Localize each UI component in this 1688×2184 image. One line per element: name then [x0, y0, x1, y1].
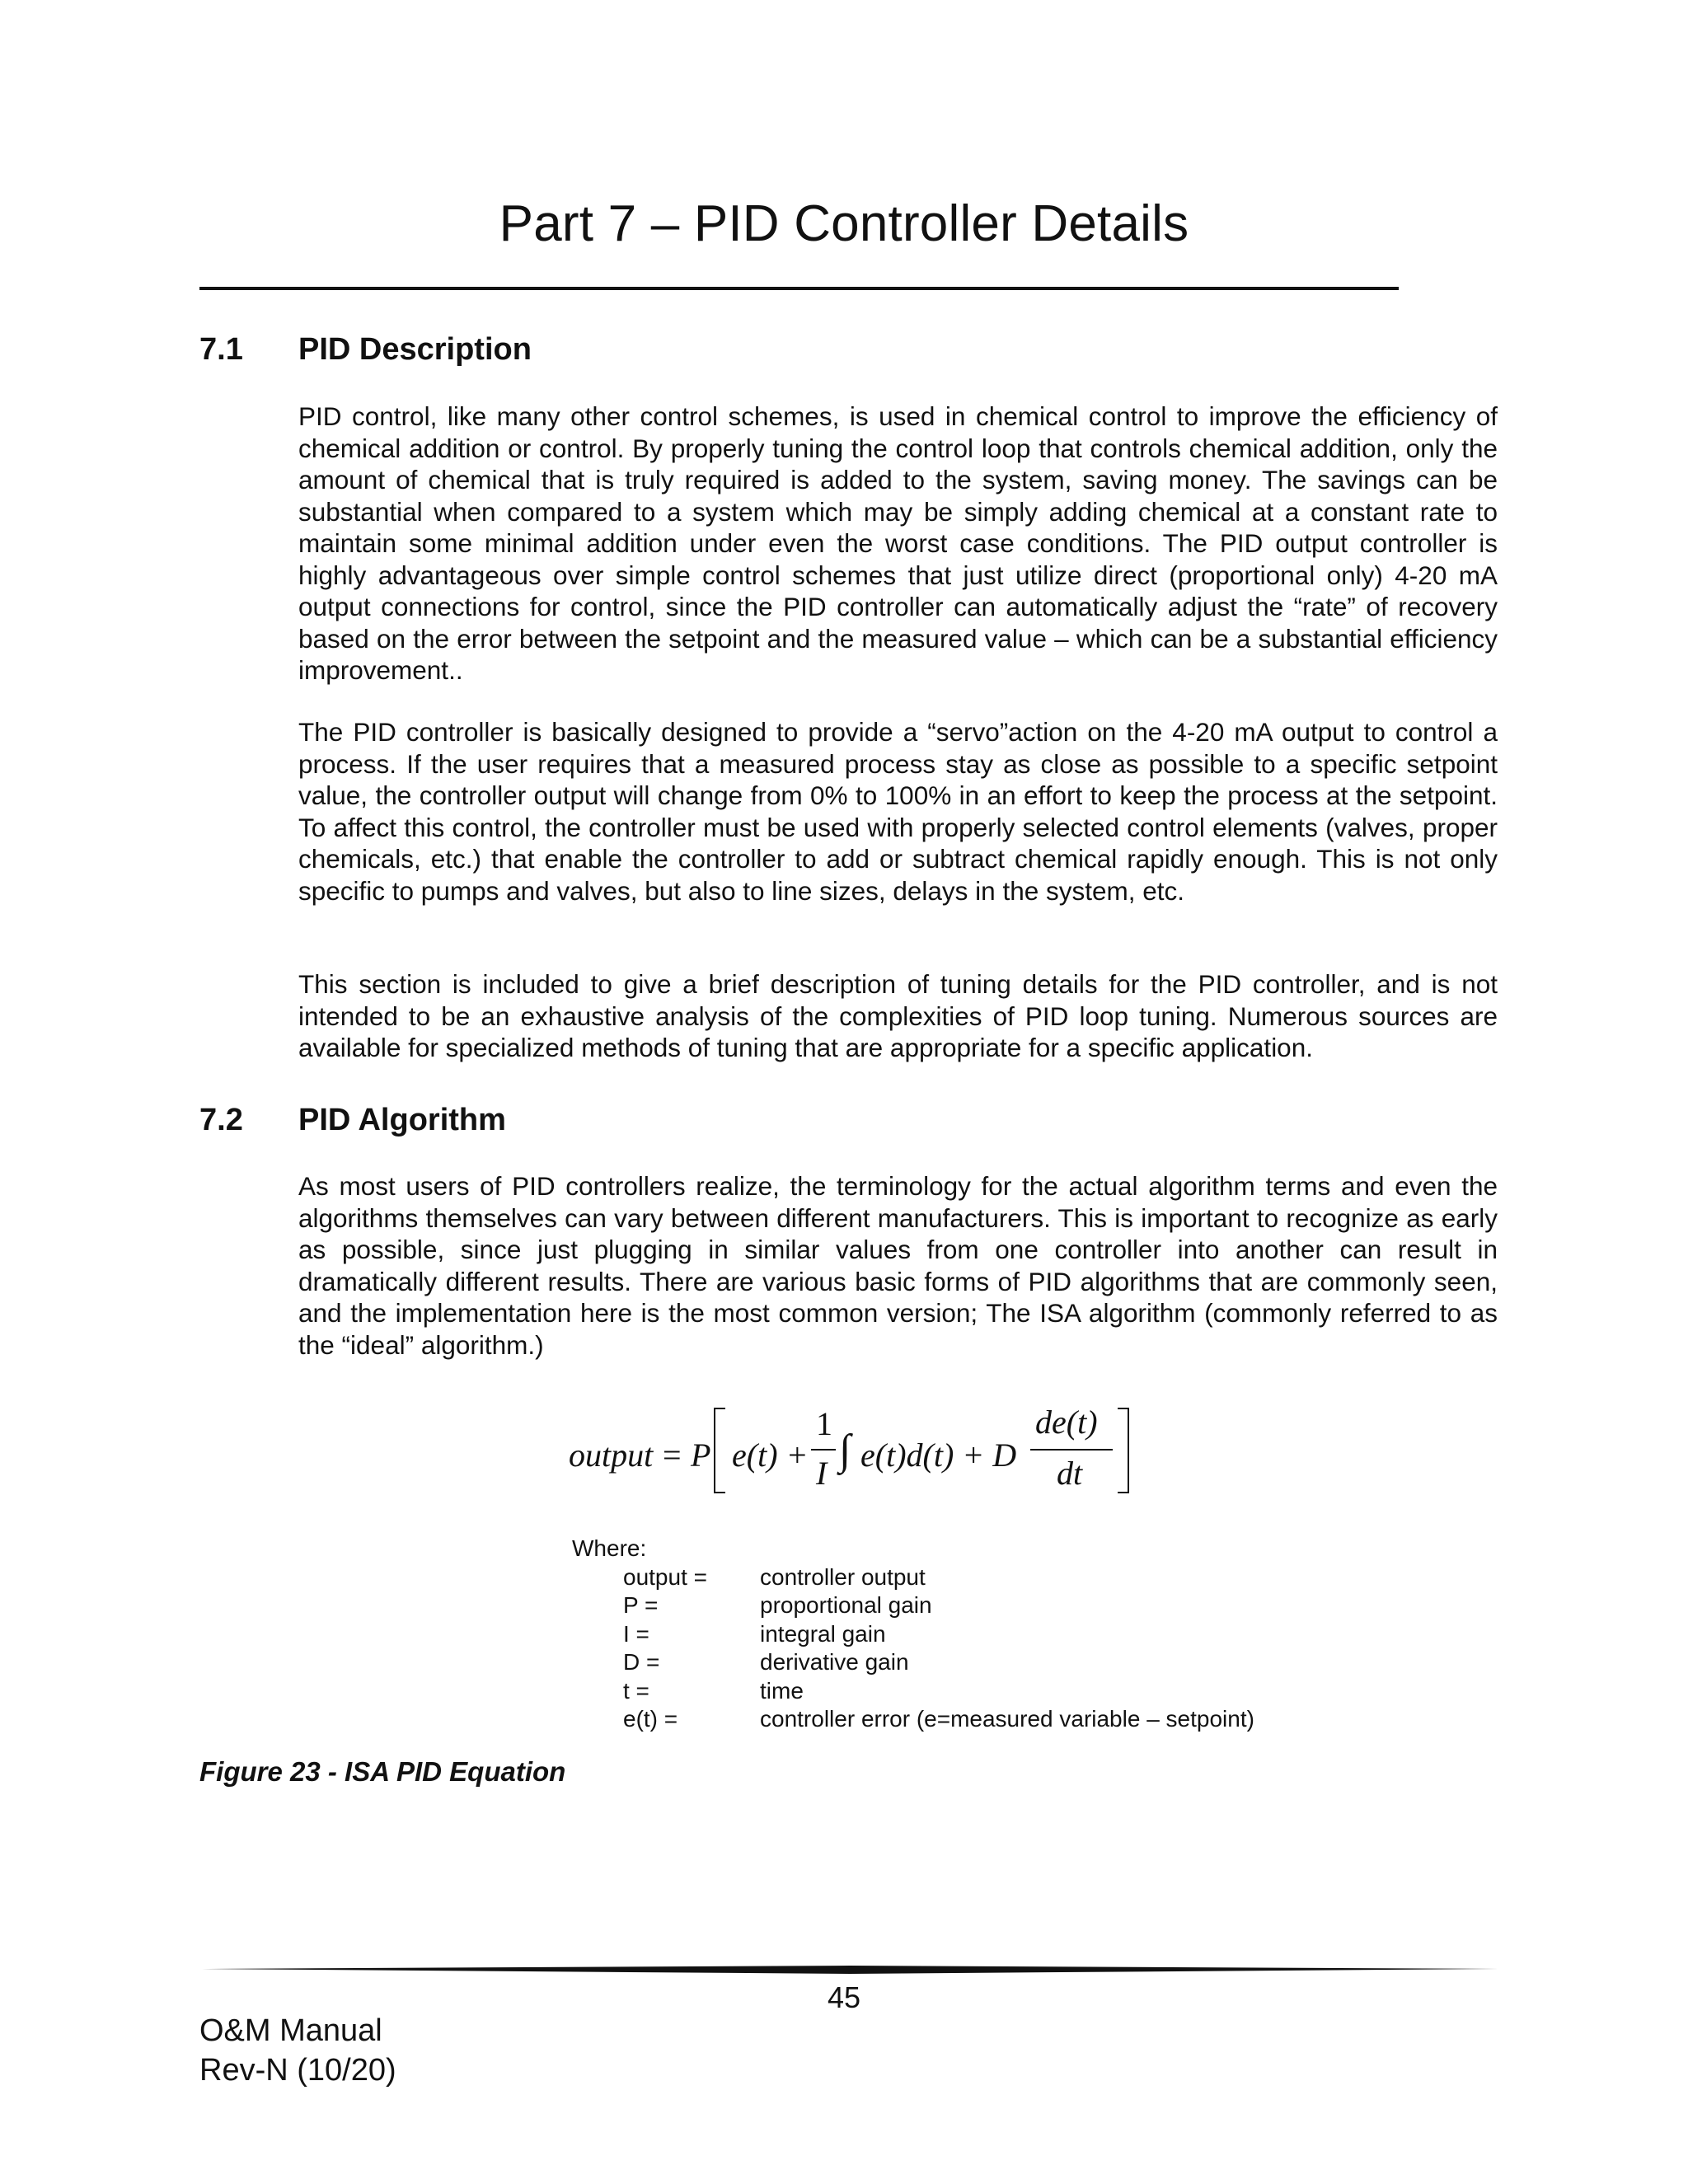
variable-symbol: e(t) = [623, 1706, 678, 1732]
formula-integral-sign: ∫ [839, 1427, 851, 1474]
section-heading-pid-description: PID Description [298, 332, 532, 367]
figure-caption: Figure 23 - ISA PID Equation [199, 1756, 566, 1787]
formula-equals: = [663, 1436, 682, 1474]
formula-frac2-denominator: dt [1057, 1455, 1083, 1492]
where-label: Where: [572, 1535, 647, 1561]
formula-frac2-numerator: de(t) [1035, 1404, 1098, 1441]
paragraph-pid-description-2: The PID controller is basically designed to provide a “servo”action on the 4-20 mA output to control a process. If the user requires that a measured process stay as close as possible to a specific setpoint value, the controller output will change from 0% to 100% in an effort to keep the process at the setpoint. To affect this control, the controller must be used with properly selected control elements (valves, proper chemicals, etc.) that enable the controller to add or subtract chemical rapidly enough. This is not only specific to pumps and valves, but also to line sizes, delays in the system, etc. [298, 717, 1498, 906]
footer-divider [202, 1966, 1498, 1974]
variable-symbol: P = [623, 1592, 659, 1618]
formula-term-integral: e(t)d(t) + D [860, 1436, 1017, 1474]
formula-frac1-numerator: 1 [816, 1405, 832, 1442]
formula-left-bracket [714, 1408, 725, 1493]
isa-pid-equation [569, 1401, 1146, 1508]
formula-term-error: e(t) + [732, 1436, 809, 1474]
section-heading-pid-algorithm: PID Algorithm [298, 1103, 506, 1137]
variable-definition: proportional gain [760, 1592, 932, 1618]
page-title: Part 7 – PID Controller Details [499, 195, 1189, 252]
variable-definition: integral gain [760, 1621, 886, 1647]
formula-frac1-denominator: I [816, 1455, 828, 1492]
variable-definition: derivative gain [760, 1649, 909, 1675]
section-number-7-1: 7.1 [199, 332, 243, 367]
footer-revision: Rev-N (10/20) [199, 2053, 396, 2088]
variable-symbol: t = [623, 1678, 649, 1704]
variable-definition: controller output [760, 1564, 926, 1590]
paragraph-pid-description-1: PID control, like many other control schemes, is used in chemical control to improve the efficiency of chemical addition or control. By properly tuning the control loop that controls chemical addition, only the amount of chemical that is truly required is added to the system, saving money. The savings can be substantial when compared to a system which may be simply adding chemical at a constant rate to maintain some minimal addition under even the worst case conditions. The PID output controller is highly advantageous over simple control schemes that just utilize direct (proportional only) 4-20 mA output connections for control, since the PID controller can automatically adjust the “rate” of recovery based on the error between the setpoint and the measured value – which can be a substantial efficiency improvement.. [298, 401, 1498, 685]
formula-gain-p: P [691, 1436, 711, 1474]
title-divider [199, 287, 1399, 290]
formula-right-bracket [1118, 1408, 1129, 1493]
formula-frac1-line [811, 1449, 836, 1451]
formula-lhs: output [569, 1436, 654, 1474]
footer-manual-name: O&M Manual [199, 2013, 382, 2048]
formula-frac2-line [1030, 1449, 1113, 1451]
paragraph-pid-description-3: This section is included to give a brief description of tuning details for the PID controller, and is not intended to be an exhaustive analysis of the complexities of PID loop tuning. Numerous sources are available for specialized methods of tuning that are appropriate for a specific application. [298, 969, 1498, 1062]
page-number: 45 [827, 1980, 861, 2014]
variable-symbol: D = [623, 1649, 660, 1675]
variable-definition: controller error (e=measured variable – setpoint) [760, 1706, 1254, 1732]
variable-definition: time [760, 1678, 804, 1704]
section-number-7-2: 7.2 [199, 1103, 243, 1137]
variable-symbol: I = [623, 1621, 649, 1647]
paragraph-pid-algorithm-1: As most users of PID controllers realize, the terminology for the actual algorithm terms and even the algorithms themselves can vary between different manufacturers. This is important to recognize as early as possible, since just plugging in similar values from one controller into another can result in dramatically different results. There are various basic forms of PID algorithms that are commonly seen, and the implementation here is the most common version; The ISA algorithm (commonly referred to as the “ideal” algorithm.) [298, 1171, 1498, 1360]
variable-symbol: output = [623, 1564, 707, 1590]
